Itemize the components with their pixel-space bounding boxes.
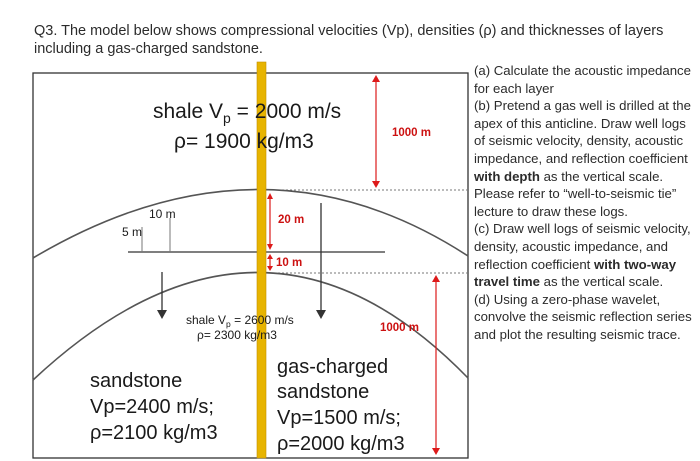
top-thickness-arrow	[372, 75, 380, 188]
part-b	[474, 97, 696, 220]
gas-sandstone-name-2: sandstone	[277, 381, 370, 403]
bottom-thickness-arrow	[432, 275, 440, 455]
shale-top-vp-sub: p	[223, 110, 231, 126]
shale-top-vp-prefix: shale V	[153, 100, 224, 123]
shale-top-vp-value: = 2000 m/s	[230, 100, 342, 123]
shale-mid-density: ρ= 2300 kg/m3	[197, 328, 277, 342]
flow-arrow-left	[157, 272, 167, 319]
mid-interval-label: 10 m	[276, 257, 303, 269]
left-5m-label: 5 m	[122, 225, 143, 239]
gas-sandstone-density: ρ=2000 kg/m3	[277, 433, 405, 455]
part-b-text-2: as the vertical scale. Please refer to “well-to-seismic tie” lecture to draw these logs.	[474, 168, 677, 219]
part-b-text-1: (b) Pretend a gas well is drilled at the apex of this anticline. Draw well logs of seismic velocity, density, acoustic impedance, and reflection coefficient	[474, 98, 691, 166]
sandstone-name: sandstone	[90, 370, 183, 392]
shale-mid-vp-sub: p	[226, 319, 231, 329]
shale-mid-vp-value: = 2600 m/s	[230, 313, 294, 327]
shale-mid-velocity	[186, 313, 294, 329]
part-d: (d) Using a zero-phase wavelet, convolve the seismic reflection series and plot the resulting seismic trace.	[474, 291, 692, 342]
gas-sandstone-vp: Vp=1500 m/s;	[277, 407, 401, 429]
part-c-text-1: (c) Draw well logs of seismic velocity, density, acoustic impedance, and reflection coefficient	[474, 221, 691, 272]
anticline-top-boundary	[33, 189, 468, 258]
shale-mid-vp-prefix: shale V	[186, 313, 227, 327]
mid-interval-arrow	[267, 254, 273, 271]
question-parts	[474, 62, 696, 344]
question-line-1: Q3. The model below shows compressional velocities (Vp), densities (ρ) and thicknesses of layers	[34, 23, 664, 39]
part-c	[474, 220, 696, 290]
sandstone-density: ρ=2100 kg/m3	[90, 422, 218, 444]
shale-top-velocity	[153, 100, 341, 126]
flow-arrow-right	[316, 203, 326, 319]
part-c-bold: with two-way travel time	[474, 256, 677, 290]
part-b-bold: with depth	[474, 168, 540, 184]
question-line-2: including a gas-charged sandstone.	[34, 41, 263, 57]
shale-top-density: ρ= 1900 kg/m3	[174, 130, 314, 153]
gas-interval-label: 20 m	[278, 214, 305, 226]
gas-sandstone-name-1: gas-charged	[277, 356, 389, 378]
top-thickness-label: 1000 m	[392, 127, 432, 139]
gas-interval-arrow	[267, 193, 273, 250]
sandstone-vp: Vp=2400 m/s;	[90, 396, 214, 418]
part-a: (a) Calculate the acoustic impedance for each layer	[474, 63, 691, 96]
part-c-text-2: as the vertical scale.	[539, 274, 664, 290]
bottom-thickness-label: 1000 m	[380, 322, 420, 334]
left-10m-label: 10 m	[149, 207, 176, 221]
